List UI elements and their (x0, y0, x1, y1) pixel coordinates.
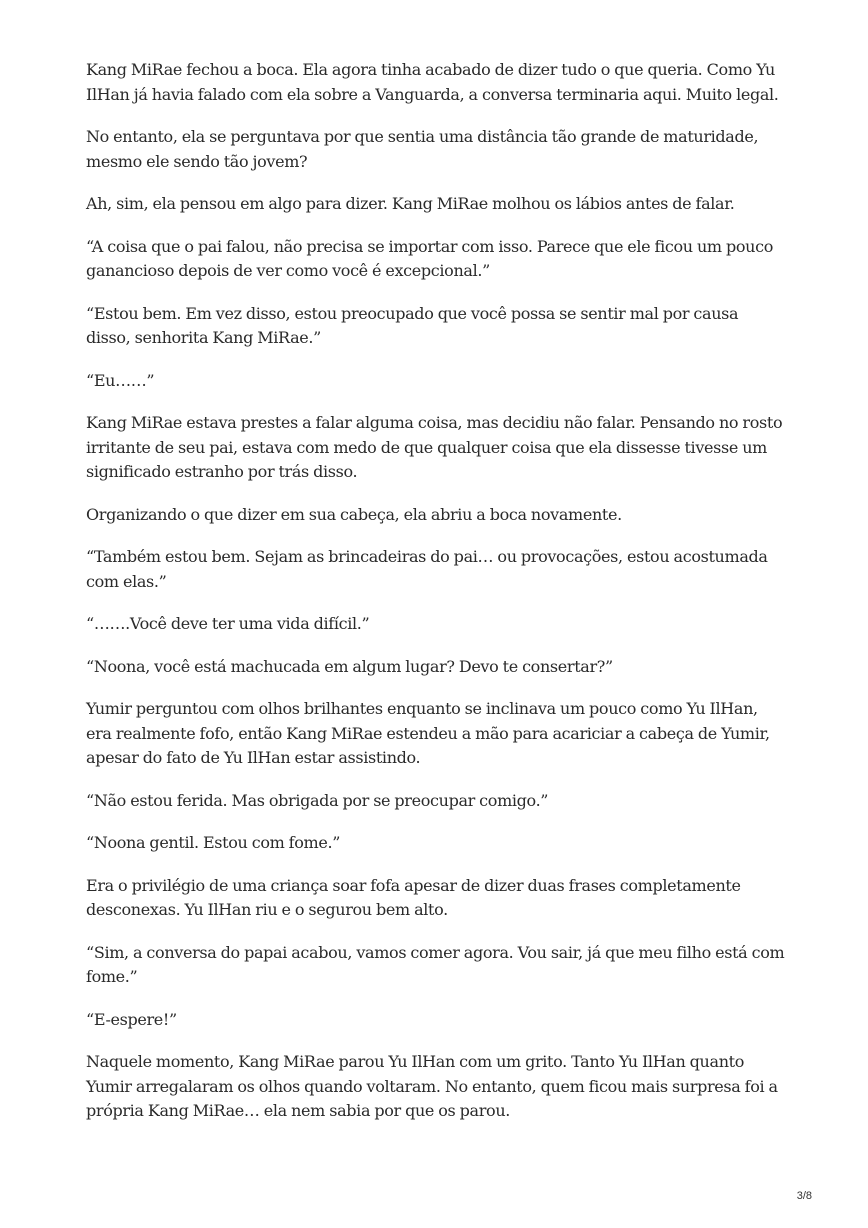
paragraph: Era o privilégio de uma criança soar fofa apesar de dizer duas frases completamente desconexas. Yu IlHan riu e o segurou bem alto. (86, 875, 741, 919)
paragraph: “E-espere!” (86, 1009, 177, 1029)
paragraph: “A coisa que o pai falou, não precisa se importar com isso. Parece que ele ficou um pouco ganancioso depois de ver como você é excepcional.” (86, 236, 773, 280)
paragraph: “Eu……” (86, 370, 155, 390)
paragraph: “Noona, você está machucada em algum lugar? Devo te consertar?” (86, 656, 613, 676)
paragraph: Yumir perguntou com olhos brilhantes enquanto se inclinava um pouco como Yu IlHan, era realmente fofo, então Kang MiRae estendeu a mão para acariciar a cabeça de Yumir, apesar do fato de Yu IlHan estar assistindo. (86, 699, 770, 767)
paragraph: “Sim, a conversa do papai acabou, vamos comer agora. Vou sair, já que meu filho está com fome.” (86, 942, 785, 986)
paragraph: Kang MiRae estava prestes a falar alguma coisa, mas decidiu não falar. Pensando no rosto irritante de seu pai, estava com medo de que qualquer coisa que ela dissesse tivesse um significado estranho por trás disso. (86, 413, 783, 481)
document-page (86, 58, 786, 1142)
paragraph: Naquele momento, Kang MiRae parou Yu IlHan com um grito. Tanto Yu IlHan quanto Yumir arregalaram os olhos quando voltaram. No entanto, quem ficou mais surpresa foi a própria Kang MiRae… ela nem sabia por que os parou. (86, 1052, 778, 1120)
paragraph: No entanto, ela se perguntava por que sentia uma distância tão grande de maturidade, mesmo ele sendo tão jovem? (86, 127, 759, 171)
paragraph: “Estou bem. Em vez disso, estou preocupado que você possa se sentir mal por causa disso, senhorita Kang MiRae.” (86, 303, 739, 347)
paragraph: Organizando o que dizer em sua cabeça, ela abriu a boca novamente. (86, 504, 622, 524)
page-number: 3/8 (796, 1190, 812, 1202)
paragraph: Ah, sim, ela pensou em algo para dizer. Kang MiRae molhou os lábios antes de falar. (86, 194, 735, 213)
paragraph: “Noona gentil. Estou com fome.” (86, 833, 341, 852)
paragraph: “…….Você deve ter uma vida difícil.” (86, 614, 370, 633)
paragraph: “Não estou ferida. Mas obrigada por se preocupar comigo.” (86, 790, 549, 810)
paragraph: Kang MiRae fechou a boca. Ela agora tinha acabado de dizer tudo o que queria. Como Yu IlHan já havia falado com ela sobre a Vanguarda, a conversa terminaria aqui. Muito legal. (86, 60, 779, 104)
paragraph: “Também estou bem. Sejam as brincadeiras do pai… ou provocações, estou acostumada com elas.” (86, 547, 768, 591)
